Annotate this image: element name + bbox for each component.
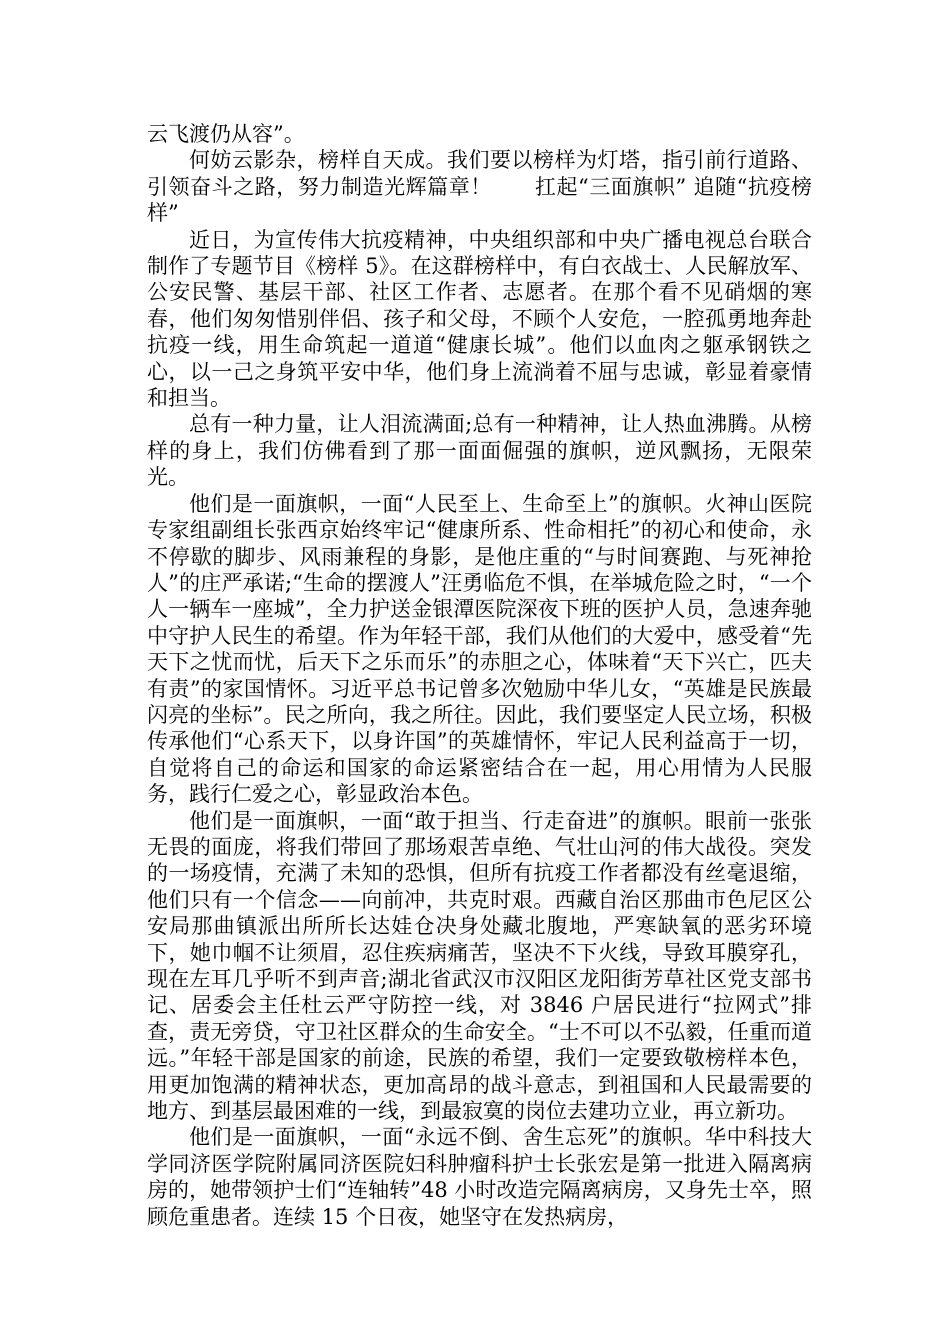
paragraph-6: 他们是一面旗帜，一面“永远不倒、舍生忘死”的旗帜。华中科技大学同济医学院附属同济医院妇科肿瘤科护士长张宏是第一批进入隔离病房的，她带领护士们“连轴转”48 小时改造完隔离病房，又身先士卒，照顾危重患者。连续 15 个日夜，她坚守在发热病房， — [147, 1125, 812, 1229]
document-page — [147, 121, 812, 1230]
paragraph-2: 近日，为宣传伟大抗疫精神，中央组织部和中央广播电视总台联合制作了专题节目《榜样 5》。在这群榜样中，有白衣战士、人民解放军、公安民警、基层干部、社区工作者、志愿者。在那个看不见硝烟的寒春，他们匆匆惜别伴侣、孩子和父母，不顾个人安危，一腔孤勇地奔赴抗疫一线，用生命筑起一道道“健康长城”。他们以血肉之躯承钢铁之心，以一己之身筑平安中华，他们身上流淌着不屈与忠诚，彰显着豪情和担当。 — [147, 227, 812, 411]
paragraph-1: 何妨云影杂，榜样自天成。我们要以榜样为灯塔，指引前行道路、引领奋斗之路，努力制造光辉篇章！ 扛起“三面旗帜” 追随“抗疫榜样” — [147, 148, 812, 226]
paragraph-continuation: 云飞渡仍从容”。 — [147, 122, 305, 146]
paragraph-4: 他们是一面旗帜，一面“人民至上、生命至上”的旗帜。火神山医院专家组副组长张西京始终牢记“健康所系、性命相托”的初心和使命，永不停歇的脚步、风雨兼程的身影，是他庄重的“与时间赛跑、与死神抢人”的庄严承诺;“生命的摆渡人”汪勇临危不惧，在举城危险之时，“一个人一辆车一座城”，全力护送金银潭医院深夜下班的医护人员，急速奔驰中守护人民生的希望。作为年轻干部，我们从他们的大爱中，感受着“先天下之忧而忧，后天下之乐而乐”的赤胆之心，体味着“天下兴亡，匹夫有责”的家国情怀。习近平总书记曾多次勉励中华儿女，“英雄是民族最闪亮的坐标”。民之所向，我之所往。因此，我们要坚定人民立场，积极传承他们“心系天下，以身许国”的英雄情怀，牢记人民利益高于一切，自觉将自己的命运和国家的命运紧密结合在一起，用心用情为人民服务，践行仁爱之心，彰显政治本色。 — [147, 491, 812, 807]
paragraph-3: 总有一种力量，让人泪流满面;总有一种精神，让人热血沸腾。从榜样的身上，我们仿佛看到了那一面面倔强的旗帜，逆风飘扬，无限荣光。 — [147, 412, 812, 490]
paragraph-5: 他们是一面旗帜，一面“敢于担当、行走奋进”的旗帜。眼前一张张无畏的面庞，将我们带回了那场艰苦卓绝、气壮山河的伟大战役。突发的一场疫情，充满了未知的恐惧，但所有抗疫工作者都没有丝毫退缩，他们只有一个信念——向前冲，共克时艰。西藏自治区那曲市色尼区公安局那曲镇派出所所长达娃仓决身处藏北腹地，严寒缺氧的恶劣环境下，她巾帼不让须眉，忍住疾病痛苦，坚决不下火线，导致耳膜穿孔，现在左耳几乎听不到声音;湖北省武汉市汉阳区龙阳街芳草社区党支部书记、居委会主任杜云严守防控一线，对 3846 户居民进行“拉网式”排查，责无旁贷，守卫社区群众的生命安全。“士不可以不弘毅，任重而道远。”年轻干部是国家的前途，民族的希望，我们一定要致敬榜样本色，用更加饱满的精神状态，更加高昂的战斗意志，到祖国和人民最需要的地方、到基层最困难的一线，到最寂寞的岗位去建功立业，再立新功。 — [147, 808, 812, 1124]
